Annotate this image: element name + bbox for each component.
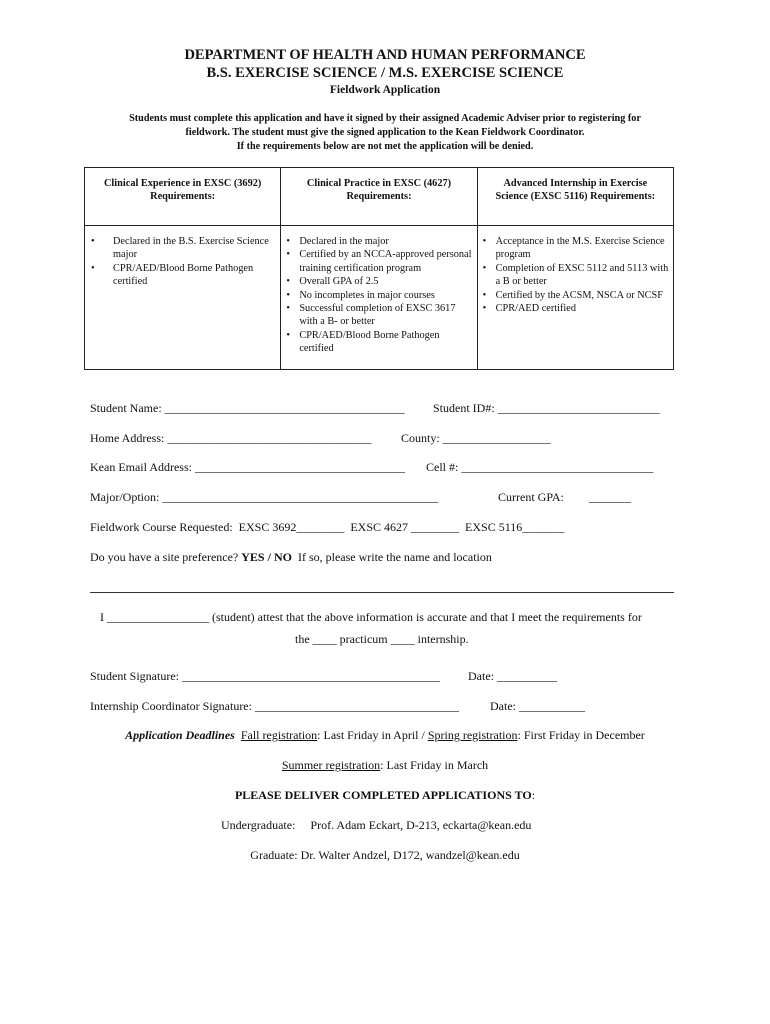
header-line: Requirements: [346, 191, 412, 203]
undergraduate-contact [221, 818, 531, 833]
requirements-exsc-5116 [477, 226, 673, 370]
header-line: Requirements: [150, 191, 216, 203]
requirements-exsc-4627 [281, 226, 477, 370]
instructions [90, 112, 680, 154]
gpa-field[interactable]: _______ [589, 490, 631, 504]
deadlines-label: Application Deadlines [125, 728, 235, 742]
spring-registration: Spring registration [427, 728, 518, 742]
column-header-exsc-3692 [85, 168, 281, 226]
header-line: Clinical Experience in EXSC (3692) [104, 178, 262, 189]
header-line: Clinical Practice in EXSC (4627) [306, 178, 452, 189]
attest-type-line[interactable]: the ____ practicum ____ internship. [295, 632, 469, 646]
instruction-line: fieldwork. The student must give the signed application to the Kean Fieldwork Coordinator. [185, 127, 585, 138]
header-line: Advanced Internship in Exercise [503, 178, 648, 189]
requirement-item: • CPR/AED certified [482, 302, 669, 315]
requirements-exsc-3692 [85, 226, 281, 370]
requirement-item: • CPR/AED/Blood Borne Pathogen certified [89, 262, 276, 289]
instruction-line: Students must complete this application and have it signed by their assigned Academic Adviser prior to registering for [129, 113, 641, 124]
course-request-row [90, 520, 564, 535]
course-5116-field[interactable]: EXSC 5116_______ [465, 520, 565, 534]
site-followup: If so, please write the name and location [297, 550, 492, 564]
student-date-field[interactable]: Date: __________ [468, 669, 557, 683]
column-header-exsc-5116 [477, 168, 673, 226]
coordinator-signature-field[interactable]: Internship Coordinator Signature: __________________________________ [90, 699, 459, 713]
requirement-item: • Acceptance in the M.S. Exercise Science program [482, 235, 669, 262]
requirement-item: • Certified by an NCCA-approved personal training certification program [285, 248, 472, 275]
email-field[interactable]: Kean Email Address: ___________________________________ [90, 460, 405, 474]
undergraduate-contact-text: Prof. Adam Eckart, D-213, eckarta@kean.edu [310, 818, 532, 832]
delivery-heading [0, 788, 770, 803]
county-field[interactable]: County: __________________ [401, 431, 551, 445]
header-line: Science (EXSC 5116) Requirements: [495, 191, 656, 203]
fall-registration: Fall registration [240, 728, 318, 742]
summer-registration: Summer registration [281, 758, 381, 772]
coordinator-date-field[interactable]: Date: ___________ [490, 699, 585, 713]
department-heading: DEPARTMENT OF HEALTH AND HUMAN PERFORMANCE [184, 47, 586, 63]
requirement-item: • Declared in the major [285, 235, 472, 248]
requirement-item: • CPR/AED/Blood Borne Pathogen certified [285, 329, 472, 356]
course-label: Fieldwork Course Requested: [90, 520, 233, 534]
fall-deadline: : Last Friday in April / [317, 728, 428, 742]
graduate-contact: Graduate: Dr. Walter Andzel, D172, wandzel@kean.edu [250, 848, 520, 862]
requirements-table [84, 167, 674, 370]
cell-field[interactable]: Cell #: ________________________________ [426, 460, 654, 474]
site-question: Do you have a site preference? [90, 550, 239, 564]
requirement-item: • No incompletes in major courses [285, 289, 472, 302]
column-header-exsc-4627 [281, 168, 477, 226]
delivery-colon: : [531, 788, 536, 802]
attest-line[interactable]: I _________________ (student) attest that the above information is accurate and that I meet the requirements for [100, 610, 642, 624]
instruction-line: If the requirements below are not met the application will be denied. [236, 141, 534, 152]
summer-deadline: : Last Friday in March [380, 758, 489, 772]
course-4627-field[interactable]: EXSC 4627 ________ [350, 520, 460, 534]
form-title: Fieldwork Application [329, 84, 441, 96]
deadlines-line [0, 728, 770, 743]
site-location-line[interactable] [90, 592, 674, 593]
course-3692-field[interactable]: EXSC 3692________ [238, 520, 345, 534]
requirement-item: • Successful completion of EXSC 3617 with a B- or better [285, 302, 472, 329]
undergraduate-label: Undergraduate: [221, 818, 296, 832]
home-address-field[interactable]: Home Address: __________________________________ [90, 431, 372, 445]
student-name-field[interactable]: Student Name: ________________________________________ [90, 401, 405, 415]
requirement-item: • Declared in the B.S. Exercise Science major [89, 235, 276, 262]
yes-no-choice[interactable]: YES / NO [241, 550, 292, 564]
student-id-field[interactable]: Student ID#: ___________________________ [433, 401, 660, 415]
summer-line [0, 758, 770, 773]
student-signature-field[interactable]: Student Signature: ___________________________________________ [90, 669, 440, 683]
requirement-item: • Overall GPA of 2.5 [285, 275, 472, 288]
spring-deadline: : First Friday in December [517, 728, 645, 742]
gpa-label: Current GPA: [498, 490, 564, 504]
requirement-item: • Completion of EXSC 5112 and 5113 with a B or better [482, 262, 669, 289]
major-field[interactable]: Major/Option: ______________________________________________ [90, 490, 439, 504]
program-heading: B.S. EXERCISE SCIENCE / M.S. EXERCISE SCIENCE [206, 65, 564, 81]
delivery-heading-text: PLEASE DELIVER COMPLETED APPLICATIONS TO [234, 788, 532, 802]
site-preference-row [90, 550, 492, 565]
requirement-item: • Certified by the ACSM, NSCA or NCSF [482, 289, 669, 302]
